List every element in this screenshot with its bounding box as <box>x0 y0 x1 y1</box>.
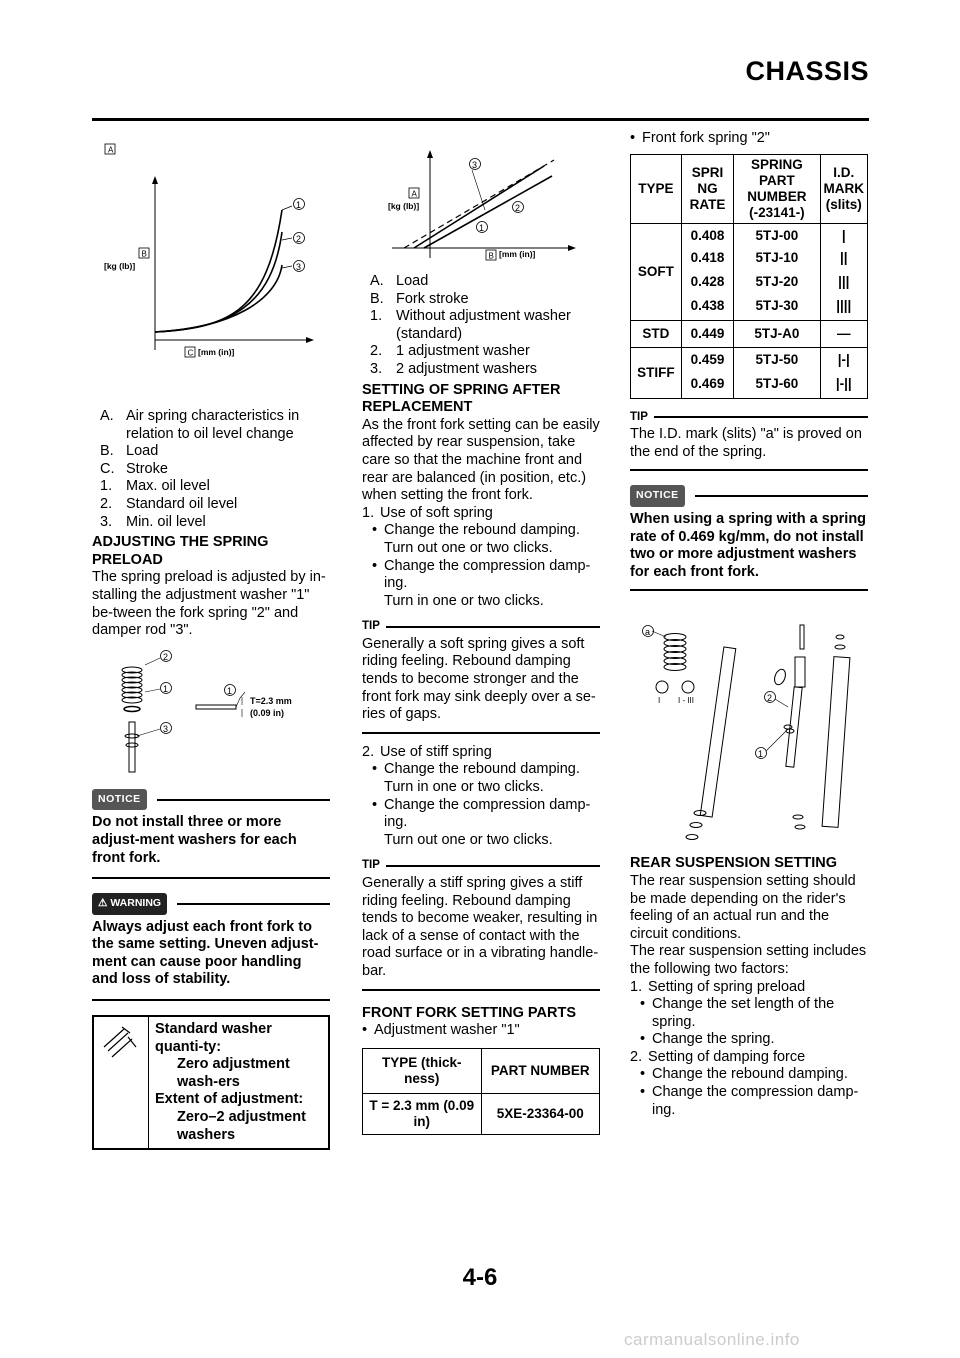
parts-bullet: • Adjustment washer "1" <box>362 1022 520 1039</box>
warning-header <box>92 893 330 915</box>
parts-header-number: PART NUMBER <box>481 1048 600 1093</box>
rear-item-2-sub-1: • Change the rebound damping. <box>640 1066 848 1083</box>
warning-text: Always adjust each front fork to the same setting. Uneven adjust-ment can cause poor handling and loss of stability. <box>92 918 319 988</box>
soft-bullet-1: • Change the rebound damping. <box>372 522 580 539</box>
table-row: 0.418 5TJ-10 || <box>631 246 868 270</box>
curve-label-1: 1 <box>296 200 302 210</box>
tip-header-2: TIP <box>362 857 600 875</box>
table-row: STIFF 0.459 5TJ-50 |-| <box>631 347 868 372</box>
graph-label-a: A <box>108 145 114 155</box>
x-axis-unit: [mm (in)] <box>198 347 235 357</box>
notice-badge-2: NOTICE <box>630 485 685 507</box>
warning-icon: ⚠ <box>98 897 111 910</box>
front-fork-figure <box>630 617 868 855</box>
tip-header-1: TIP <box>362 618 600 636</box>
warning-end-rule <box>92 999 330 1001</box>
preload-paragraph: The spring preload is adjusted by in-stalling the adjustment washer "1" be-tween the fork spring "2" and damper rod "3". <box>92 569 326 639</box>
header-rule <box>92 118 869 121</box>
column-2: 3 2 1 A [kg (lb)] B [mm (in)] A. Load B. Fork stroke 1. Without adjustment washer (standard) 2. 1 adjustment washer 3. 2 adjustment washers SETTING OF SPRING AFTER REPLACEMENT As the front fork setting can be easily affected by rear suspension, take care so that the machine front and rear are balanced (in position, etc.) when setting the front fork. 1. Use of soft spring • Change the rebound damping. Turn out one or two clicks. • Change the compression damp-ing. Turn in one or two clicks. TIP Generally a soft spring gives a soft riding feeling. Rebound damping tends to become stronger and the front fork may sink deeply over a se-ries of gaps. 2. Use of stiff spring • Change the rebound damping. Turn in one or two clicks. • Change the compression damp-ing. Turn out one or two clicks. TIP Generally a stiff spring gives a stiff riding feeling. Rebound damping tends to become weaker, resulting in lack of a sense of contact with the road surface or in a vibrating handle-bar. FRONT FORK SETTING PARTS • Adjustment washer "1" TYPE (thick-ness) PART NUMBER T = 2.3 mm (0.09 in) 5XE-23364-00 <box>362 140 600 1135</box>
parts-header-type: TYPE (thick-ness) <box>363 1048 482 1093</box>
tip-text-3: The I.D. mark (slits) "a" is proved on the end of the spring. <box>630 426 862 460</box>
tip-header-3: TIP <box>630 409 868 427</box>
graph2-x-unit: [mm (in)] <box>499 249 536 259</box>
rear-item-1: 1. Setting of spring preload <box>630 978 806 995</box>
graph2-label-1: 1 <box>479 223 485 233</box>
tip-text-2: Generally a stiff spring gives a stiff riding feeling. Rebound damping tends to become weaker, resulting in lack of a sense of contact with the road surface or in a vibrating handle-bar. <box>362 875 599 979</box>
washer-label-2: 2 <box>163 651 169 662</box>
fork-mark-2: I - III <box>678 696 694 706</box>
fork-label-1: 1 <box>758 749 764 760</box>
rear-paragraph-2: The rear suspension setting includes the following two factors: <box>630 943 867 977</box>
graph2-label-a: A <box>411 189 417 199</box>
washer-callout-1: 1 <box>227 685 233 696</box>
stiff-bullet-1: • Change the rebound damping. <box>372 761 580 778</box>
replacement-paragraph: As the front fork setting can be easily affected by rear suspension, take care so that the machine front and rear are balanced (in position, etc.) when setting the front fork. <box>362 416 600 504</box>
notice-header <box>92 789 330 811</box>
rear-paragraph-1: The rear suspension setting should be made depending on the rider's feeling of an actual run and the circuit conditions. <box>630 872 856 942</box>
spec-box <box>92 1015 330 1150</box>
graph-label-b: B <box>141 249 147 259</box>
table-row: T = 2.3 mm (0.09 in) 5XE-23364-00 <box>363 1093 600 1134</box>
graph2-label-3: 3 <box>472 160 478 170</box>
notice-end-rule <box>92 877 330 879</box>
graph2-caption: A. Load B. Fork stroke 1. Without adjustment washer (standard) 2. 1 adjustment washer 3. 2 adjustment washers <box>370 273 571 377</box>
tip-text-1: Generally a soft spring gives a soft riding feeling. Rebound damping tends to become stronger and the front fork may sink deeply over a se-ries of gaps. <box>362 635 596 723</box>
curve-label-3: 3 <box>296 262 302 272</box>
notice2-end-rule <box>630 589 868 591</box>
spec-body: Standard washer quanti-ty: Zero adjustment wash-ers Extent of adjustment: Zero–2 adjustment washers <box>155 1021 306 1143</box>
tip1-end-rule <box>362 732 600 734</box>
table-row: 0.438 5TJ-30 |||| <box>631 294 868 321</box>
washer-label-3: 3 <box>163 723 169 734</box>
fork-mark-1: I <box>658 696 661 706</box>
fork-label-a: a <box>645 627 651 638</box>
air-spring-graph <box>92 140 330 362</box>
y-axis-unit: [kg (lb)] <box>104 261 136 271</box>
fork-label-2: 2 <box>767 693 773 704</box>
warning-badge: ⚠ WARNING <box>92 893 167 915</box>
column-1 <box>92 140 330 1150</box>
soft-spring-item: 1. Use of soft spring <box>362 504 493 521</box>
page-number: 4-6 <box>462 1264 498 1291</box>
graph-label-c: C <box>187 348 194 358</box>
table-row: 0.469 5TJ-60 |-|| <box>631 372 868 399</box>
rear-item-1-sub-2: • Change the spring. <box>640 1031 775 1048</box>
fork-stroke-graph <box>362 140 600 265</box>
notice-text: Do not install three or more adjust-ment washers for each front fork. <box>92 814 297 866</box>
notice-header-2 <box>630 485 868 507</box>
notice-badge: NOTICE <box>92 789 147 811</box>
spring-bullet: • Front fork spring "2" <box>630 130 770 146</box>
section-heading-replacement: SETTING OF SPRING AFTER REPLACEMENT <box>362 381 561 416</box>
washer-thickness: T=2.3 mm <box>250 695 292 706</box>
table-row: 0.428 5TJ-20 ||| <box>631 270 868 294</box>
stiff-spring-item: 2. Use of stiff spring <box>362 743 492 760</box>
tip3-end-rule <box>630 469 868 471</box>
graph2-label-b: B <box>488 251 494 261</box>
washer-label-1: 1 <box>163 683 169 694</box>
rear-item-2: 2. Setting of damping force <box>630 1048 806 1065</box>
rear-item-2-sub-2: • Change the compression damp-ing. <box>640 1084 859 1118</box>
rear-item-1-sub-1: • Change the set length of the spring. <box>640 996 835 1030</box>
graph2-label-2: 2 <box>515 203 521 213</box>
parts-table <box>362 1048 600 1135</box>
tip2-end-rule <box>362 989 600 991</box>
section-heading-parts: FRONT FORK SETTING PARTS <box>362 1004 577 1021</box>
washer-figure <box>92 648 330 783</box>
notice-text-2: When using a spring with a spring rate of 0.469 kg/mm, do not install two or more adjustment washers for each front fork. <box>630 510 867 580</box>
footer-watermark[interactable]: carmanualsonline.info <box>624 1330 800 1349</box>
section-heading-rear: REAR SUSPENSION SETTING <box>630 855 838 872</box>
curve-label-2: 2 <box>296 234 302 244</box>
stiff-bullet-2: • Change the compression damp-ing. <box>372 796 591 831</box>
graph1-caption: A. Air spring characteristics in relation to oil level change B. Load C. Stroke 1. Max. oil level 2. Standard oil level 3. Min. oil level <box>100 408 300 530</box>
wrench-icon <box>94 1017 149 1148</box>
table-row: STD 0.449 5TJ-A0 — <box>631 320 868 347</box>
table-row: SOFT 0.408 5TJ-00 | <box>631 223 868 246</box>
soft-bullet-2: • Change the compression damp-ing. <box>372 557 591 592</box>
page-title: CHASSIS <box>745 56 869 86</box>
graph2-y-unit: [kg (lb)] <box>388 201 420 211</box>
section-heading-preload: ADJUSTING THE SPRING PRELOAD <box>92 534 269 568</box>
column-3 <box>630 130 868 1119</box>
spring-table: TYPE SPRI NG RATE SPRING PART NUMBER (-23141-) I.D. MARK (slits) SOFT 0.408 5TJ-00 | 0.418 5TJ-10 || 0.428 5TJ-20 ||| 0.438 5TJ-30 |||| STD 0.449 5TJ-A0 — STIFF 0.459 5TJ-50 |-| 0.469 5TJ-60 |-|| <box>630 154 868 399</box>
washer-thickness-in: (0.09 in) <box>250 707 285 718</box>
